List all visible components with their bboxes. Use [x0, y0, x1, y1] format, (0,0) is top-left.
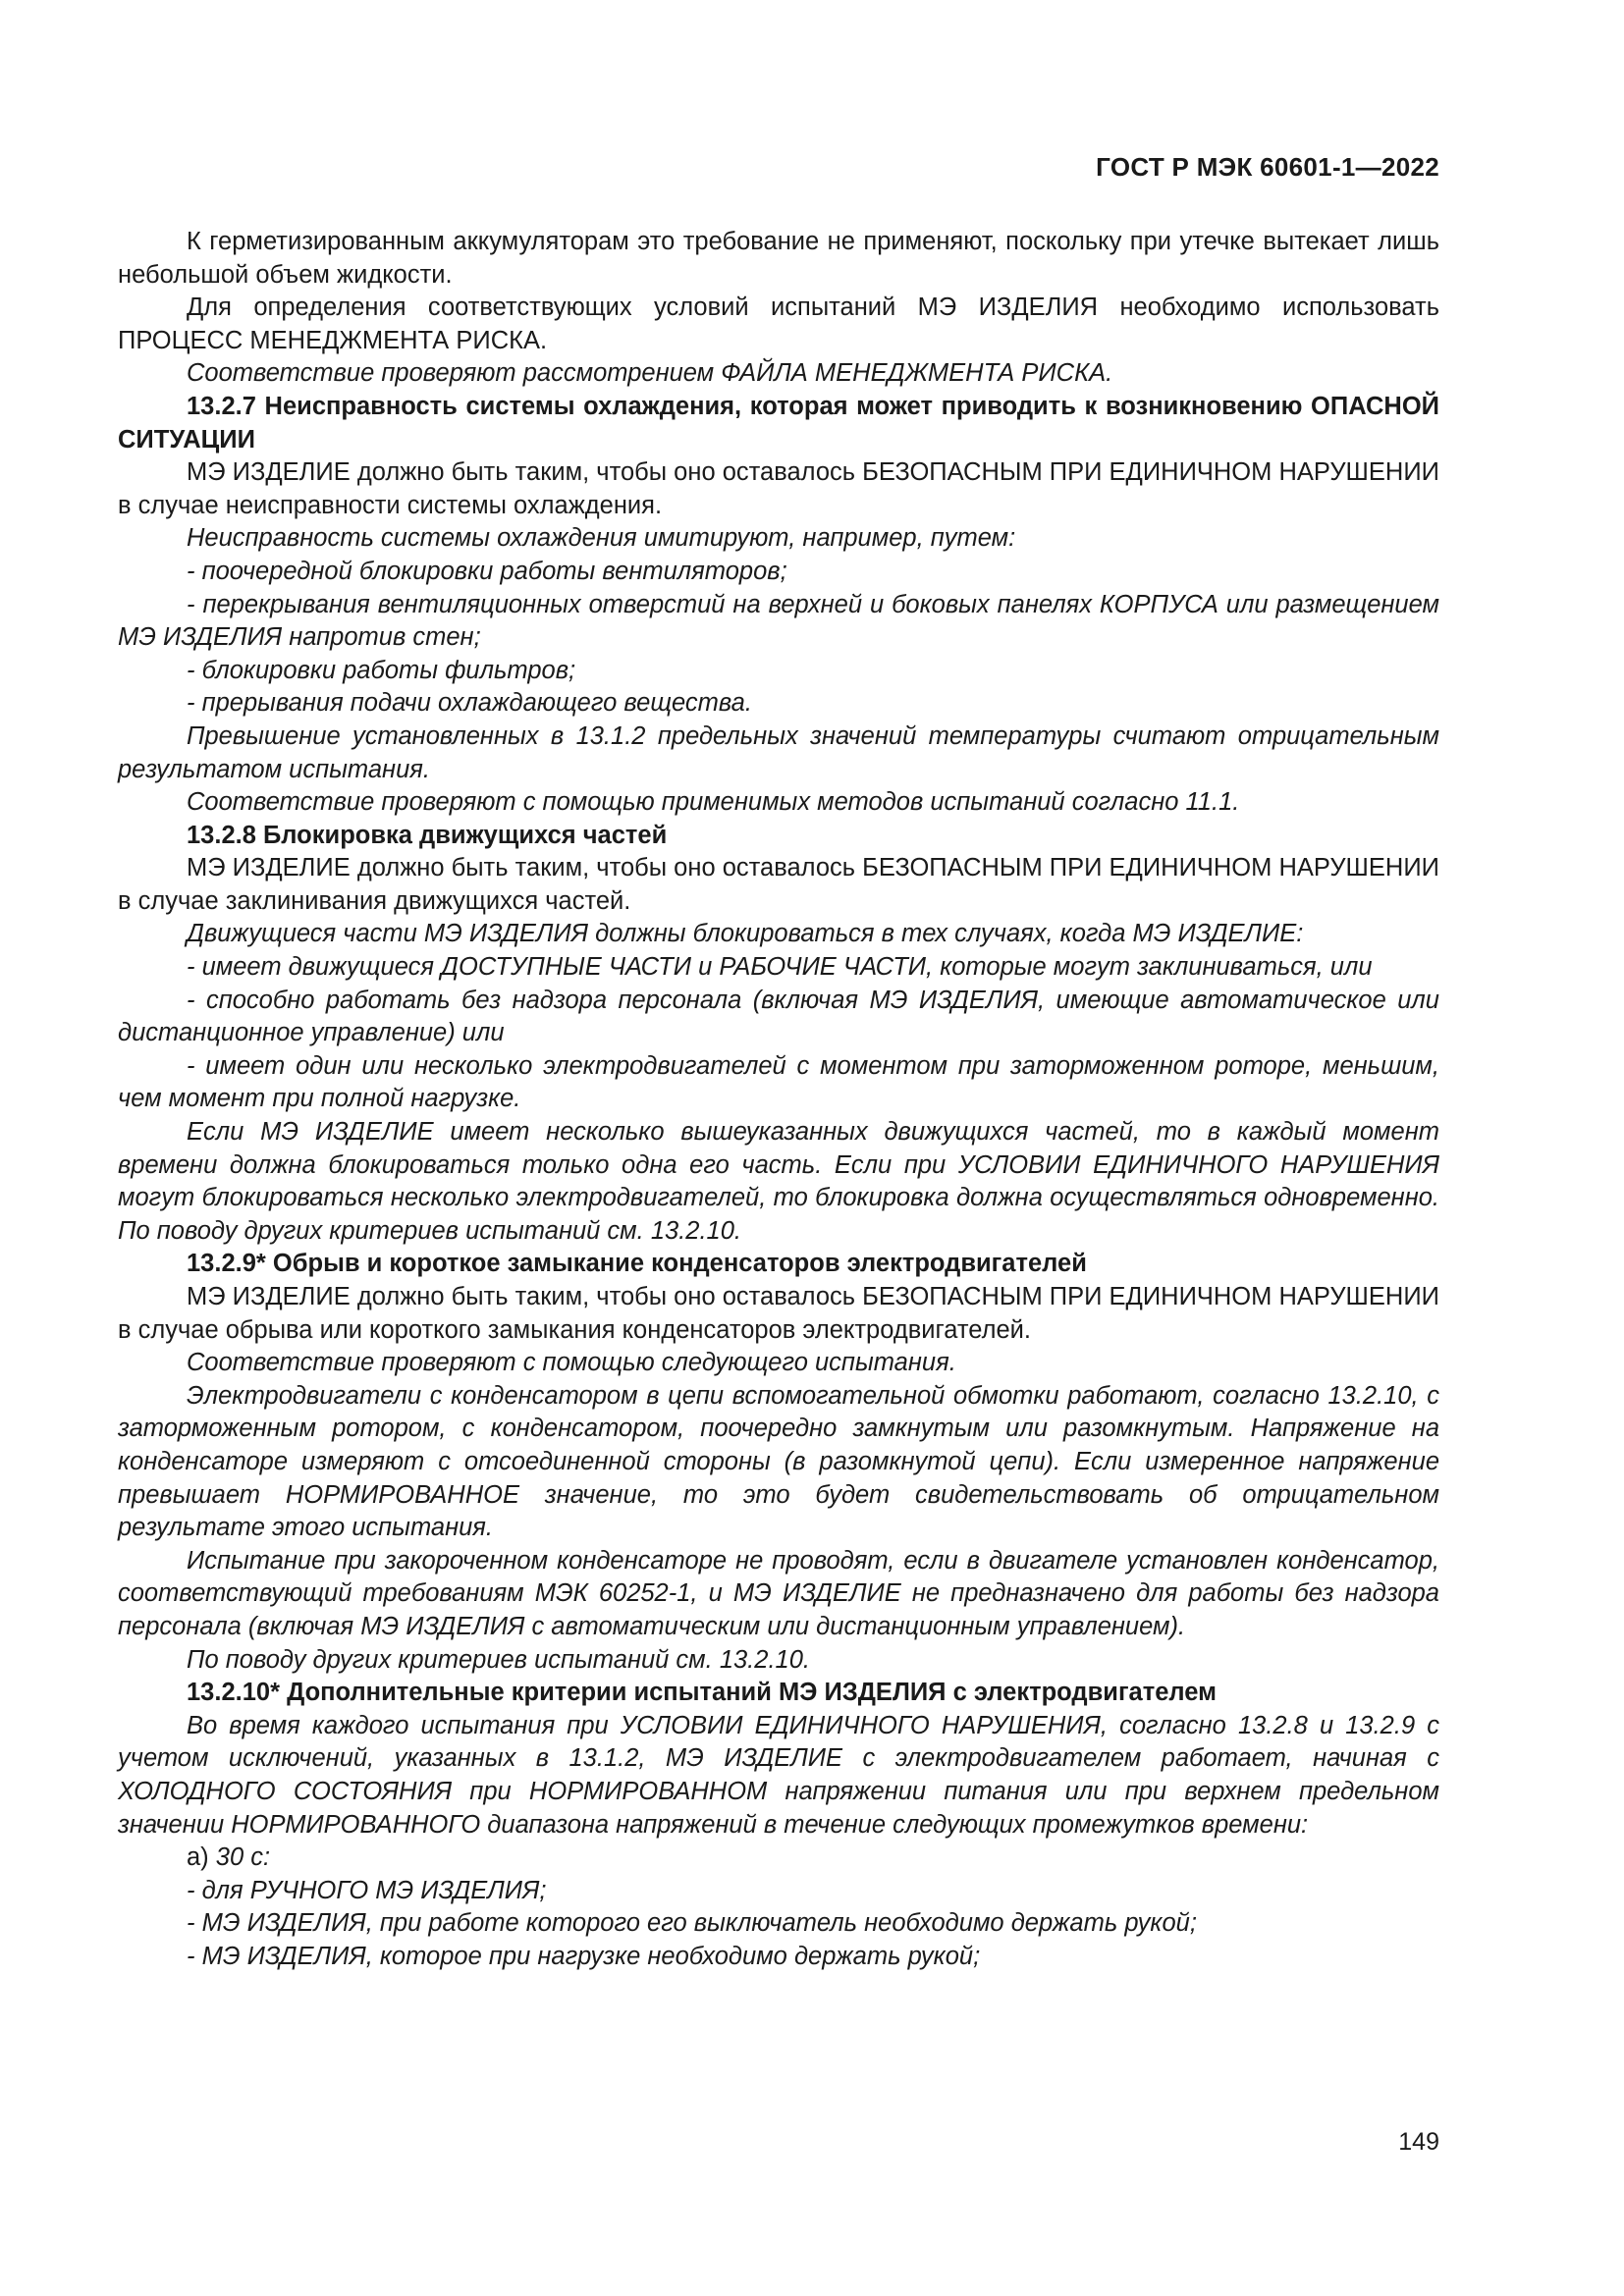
paragraph: Для определения соответствующих условий испытаний МЭ ИЗДЕЛИЯ необходимо использовать ПРОЦЕСС МЕНЕДЖМЕНТА РИСКА.: [118, 294, 1439, 354]
list-item: - МЭ ИЗДЕЛИЯ, которое при нагрузке необходимо держать рукой;: [187, 1942, 981, 1970]
compliance-note: Соответствие проверяют с помощью применимых методов испытаний согласно 11.1.: [187, 788, 1240, 817]
section-heading-13-2-10: 13.2.10* Дополнительные критерии испытаний МЭ ИЗДЕЛИЯ с электродвигателем: [187, 1679, 1217, 1707]
list-item: - способно работать без надзора персонала (включая МЭ ИЗДЕЛИЯ, имеющие автоматическое или дистанционное управление) или: [118, 986, 1439, 1047]
paragraph: МЭ ИЗДЕЛИЕ должно быть таким, чтобы оно оставалось БЕЗОПАСНЫМ ПРИ ЕДИНИЧНОМ НАРУШЕНИИ в случае заклинивания движущихся частей.: [118, 854, 1439, 915]
body-text: [118, 226, 1439, 1973]
list-marker: а): [187, 1843, 209, 1872]
paragraph: К герметизированным аккумуляторам это требование не применяют, поскольку при утечке вытекает лишь небольшой объем жидкости.: [118, 228, 1439, 289]
section-heading-13-2-9: 13.2.9* Обрыв и короткое замыкание конденсаторов электродвигателей: [187, 1250, 1087, 1278]
test-paragraph: Неисправность системы охлаждения имитируют, например, путем:: [187, 524, 1016, 553]
page-number: 149: [1398, 2128, 1439, 2156]
compliance-note: Соответствие проверяют рассмотрением ФАЙЛА МЕНЕДЖМЕНТА РИСКА.: [187, 359, 1113, 388]
test-paragraph: Во время каждого испытания при УСЛОВИИ ЕДИНИЧНОГО НАРУШЕНИЯ, согласно 13.2.8 и 13.2.9 с учетом исключений, указанных в 13.1.2, МЭ ИЗДЕЛИЕ с электродвигателем работает, начиная с ХОЛОДНОГО СОСТОЯНИЯ при НОРМИРОВАННОМ напряжении питания или при верхнем предельном значении НОРМИРОВАННОГО диапазона напряжений в течение следующих промежутков времени:: [118, 1711, 1439, 1839]
test-paragraph: Испытание при закороченном конденсаторе не проводят, если в двигателе установлен конденсатор, соответствующий требованиям МЭК 60252-1, и МЭ ИЗДЕЛИЕ не предназначено для работы без надзора персонала (включая МЭ ИЗДЕЛИЯ с автоматическим или дистанционным управлением).: [118, 1546, 1439, 1640]
list-item: - имеет движущиеся ДОСТУПНЫЕ ЧАСТИ и РАБОЧИЕ ЧАСТИ, которые могут заклиниваться, или: [187, 953, 1373, 982]
paragraph: МЭ ИЗДЕЛИЕ должно быть таким, чтобы оно оставалось БЕЗОПАСНЫМ ПРИ ЕДИНИЧНОМ НАРУШЕНИИ в случае неисправности системы охлаждения.: [118, 458, 1439, 519]
list-item: - поочередной блокировки работы вентиляторов;: [187, 557, 787, 585]
list-item-text: 30 с:: [215, 1843, 271, 1872]
test-paragraph: Если МЭ ИЗДЕЛИЕ имеет несколько вышеуказанных движущихся частей, то в каждый момент времени должна блокироваться только одна его часть. Если при УСЛОВИИ ЕДИНИЧНОГО НАРУШЕНИЯ могут блокироваться несколько электродвигателей, то блокировка должна осуществляться одновременно. По поводу других критериев испытаний см. 13.2.10.: [118, 1118, 1439, 1245]
test-paragraph: По поводу других критериев испытаний см. 13.2.10.: [187, 1645, 810, 1674]
section-heading-13-2-8: 13.2.8 Блокировка движущихся частей: [187, 821, 668, 849]
standard-header: ГОСТ Р МЭК 60601-1—2022: [1096, 152, 1439, 182]
list-item: - для РУЧНОГО МЭ ИЗДЕЛИЯ;: [187, 1876, 547, 1904]
test-paragraph: Движущиеся части МЭ ИЗДЕЛИЯ должны блокироваться в тех случаях, когда МЭ ИЗДЕЛИЕ:: [187, 920, 1304, 948]
list-item: - имеет один или несколько электродвигателей с моментом при заторможенном роторе, меньшим, чем момент при полной нагрузке.: [118, 1051, 1439, 1113]
section-heading-13-2-7: 13.2.7 Неисправность системы охлаждения, которая может приводить к возникновению ОПАСНОЙ СИТУАЦИИ: [118, 392, 1439, 454]
compliance-note: Соответствие проверяют с помощью следующего испытания.: [187, 1349, 956, 1377]
list-item: - прерывания подачи охлаждающего вещества.: [187, 689, 752, 718]
list-item: - перекрывания вентиляционных отверстий на верхней и боковых панелях КОРПУСА или размещением МЭ ИЗДЕЛИЯ напротив стен;: [118, 590, 1439, 652]
test-paragraph: Превышение установленных в 13.1.2 предельных значений температуры считают отрицательным результатом испытания.: [118, 721, 1439, 783]
list-item: - блокировки работы фильтров;: [187, 656, 576, 684]
list-item-a: [118, 1842, 1439, 1875]
test-paragraph: Электродвигатели с конденсатором в цепи вспомогательной обмотки работают, согласно 13.2.10, с заторможенным ротором, с конденсатором, поочередно замкнутым или разомкнутым. Напряжение на конденсаторе измеряют с отсоединенной стороны (в разомкнутой цепи). Если измеренное напряжение превышает НОРМИРОВАННОЕ значение, то это будет свидетельствовать об отрицательном результате этого испытания.: [118, 1381, 1439, 1542]
paragraph: МЭ ИЗДЕЛИЕ должно быть таким, чтобы оно оставалось БЕЗОПАСНЫМ ПРИ ЕДИНИЧНОМ НАРУШЕНИИ в случае обрыва или короткого замыкания конденсаторов электродвигателей.: [118, 1283, 1439, 1344]
list-item: - МЭ ИЗДЕЛИЯ, при работе которого его выключатель необходимо держать рукой;: [187, 1909, 1197, 1938]
